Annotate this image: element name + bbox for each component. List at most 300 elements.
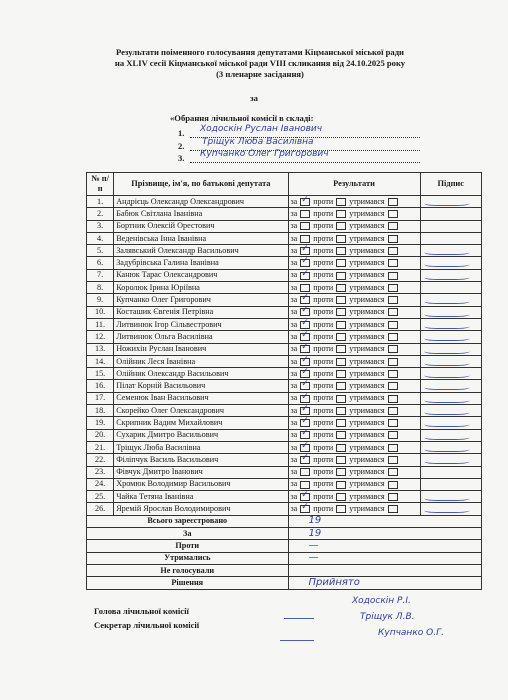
- signature-mark: [423, 345, 472, 354]
- row-number: 4.: [87, 232, 114, 244]
- signature-mark: [423, 197, 472, 206]
- summary-value: —: [288, 552, 481, 564]
- checkbox-utrym[interactable]: [388, 358, 398, 366]
- checkbox-za[interactable]: [300, 493, 310, 501]
- checkbox-proty[interactable]: [336, 481, 346, 489]
- row-number: 5.: [87, 245, 114, 257]
- summary-value: Прийнято: [288, 577, 481, 589]
- checkbox-utrym[interactable]: [388, 431, 398, 439]
- deputy-name: Веденівська Інна Іванівна: [114, 232, 288, 244]
- signature-mark: [423, 295, 472, 304]
- option-label-utrym: утримався: [349, 442, 385, 452]
- header-name: Прізвище, ім'я, по батькові депутата: [114, 173, 288, 196]
- signature-cell: [420, 454, 481, 466]
- row-number: 16.: [87, 380, 114, 392]
- option-label-za: за: [290, 393, 298, 403]
- checkbox-proty[interactable]: [336, 345, 346, 353]
- deputy-name: Андрієць Олександр Олександрович: [114, 196, 288, 208]
- signature-mark: [423, 308, 472, 317]
- summary-value: [288, 564, 481, 576]
- vote-options: [288, 220, 420, 232]
- option-label-proty: проти: [313, 393, 334, 403]
- signature-mark: [423, 394, 472, 403]
- option-label-za: за: [290, 331, 298, 341]
- checkbox-za[interactable]: [300, 198, 310, 206]
- deputy-name: Литвинюк Ольга Василівна: [114, 331, 288, 343]
- option-label-utrym: утримався: [349, 344, 385, 354]
- row-number: 3.: [87, 220, 114, 232]
- option-label-proty: проти: [313, 491, 334, 501]
- member-handwritten-1: Ходоскін Руслан Іванович: [200, 124, 323, 134]
- document-title-line1: Результати поіменного голосування депутатами Кіцманської міської ради: [115, 47, 404, 57]
- table-row: [87, 466, 482, 478]
- option-label-utrym: утримався: [349, 491, 385, 501]
- deputy-name: Хромюк Володимир Васильович: [114, 478, 288, 490]
- option-label-za: за: [290, 245, 298, 255]
- checkbox-proty[interactable]: [336, 395, 346, 403]
- signature-cell: [420, 257, 481, 269]
- member-number-3: 3.: [178, 153, 185, 163]
- checkbox-proty[interactable]: [336, 419, 346, 427]
- row-number: 7.: [87, 269, 114, 281]
- option-label-za: за: [290, 208, 298, 218]
- vote-table: [86, 172, 482, 590]
- deputy-name: Залявський Олександр Васильович: [114, 245, 288, 257]
- option-label-utrym: утримався: [349, 245, 385, 255]
- table-row: [87, 282, 482, 294]
- checkbox-utrym[interactable]: [388, 370, 398, 378]
- option-label-utrym: утримався: [349, 393, 385, 403]
- signature-cell: [420, 220, 481, 232]
- checkbox-proty[interactable]: [336, 198, 346, 206]
- option-label-utrym: утримався: [349, 258, 385, 268]
- row-number: 24.: [87, 478, 114, 490]
- table-row: [87, 220, 482, 232]
- row-number: 20.: [87, 429, 114, 441]
- checkbox-za[interactable]: [300, 272, 310, 280]
- deputy-name: Литвинюк Ігор Сільвестрович: [114, 318, 288, 330]
- checkbox-proty[interactable]: [336, 493, 346, 501]
- table-row: [87, 491, 482, 503]
- option-label-proty: проти: [313, 381, 334, 391]
- option-label-za: за: [290, 430, 298, 440]
- row-number: 6.: [87, 257, 114, 269]
- table-row: [87, 368, 482, 380]
- checkbox-za[interactable]: [300, 296, 310, 304]
- checkbox-za[interactable]: [300, 407, 310, 415]
- checkbox-proty[interactable]: [336, 272, 346, 280]
- table-row: [87, 454, 482, 466]
- option-label-za: за: [290, 467, 298, 477]
- deputy-name: Чайка Тетяна Іванівна: [114, 491, 288, 503]
- checkbox-proty[interactable]: [336, 431, 346, 439]
- member-handwritten-2: Тріщук Люба Василівна: [202, 137, 314, 147]
- option-label-utrym: утримався: [349, 282, 385, 292]
- checkbox-proty[interactable]: [336, 382, 346, 390]
- summary-label: Не голосували: [87, 564, 289, 576]
- summary-value: —: [288, 540, 481, 552]
- deputy-name: Купчанко Олег Григорович: [114, 294, 288, 306]
- signature-mark: [423, 418, 472, 427]
- option-label-za: за: [290, 258, 298, 268]
- option-label-proty: проти: [313, 504, 334, 514]
- signature-mark: [423, 381, 472, 390]
- checkbox-proty[interactable]: [336, 308, 346, 316]
- summary-label: За: [87, 528, 289, 540]
- checkbox-za[interactable]: [300, 505, 310, 513]
- checkbox-utrym[interactable]: [388, 210, 398, 218]
- option-label-za: за: [290, 381, 298, 391]
- checkbox-proty[interactable]: [336, 468, 346, 476]
- signature-mark: [423, 320, 472, 329]
- checkbox-za[interactable]: [300, 456, 310, 464]
- checkbox-proty[interactable]: [336, 296, 346, 304]
- checkbox-proty[interactable]: [336, 259, 346, 267]
- checkbox-utrym[interactable]: [388, 456, 398, 464]
- option-label-utrym: утримався: [349, 504, 385, 514]
- signature-mark: [423, 246, 472, 255]
- chair-label: Голова лічильної комісії: [94, 606, 189, 616]
- checkbox-utrym[interactable]: [388, 284, 398, 292]
- option-label-utrym: утримався: [349, 417, 385, 427]
- checkbox-za[interactable]: [300, 222, 310, 230]
- deputy-name: Королюк Ірина Юріївна: [114, 282, 288, 294]
- checkbox-proty[interactable]: [336, 456, 346, 464]
- deputy-name: Бортник Олексій Орестович: [114, 220, 288, 232]
- row-number: 2.: [87, 208, 114, 220]
- signature-cell: [420, 429, 481, 441]
- table-row: [87, 232, 482, 244]
- row-number: 9.: [87, 294, 114, 306]
- signature-cell: [420, 478, 481, 490]
- checkbox-utrym[interactable]: [388, 259, 398, 267]
- signature-cell: [420, 355, 481, 367]
- header-signature: Підпис: [420, 173, 481, 196]
- deputy-name: Бабюк Світлана Іванівна: [114, 208, 288, 220]
- chair-name-handwritten: Ходоскін Р.І.: [352, 596, 411, 606]
- header-number: № п/п: [87, 173, 114, 196]
- checkbox-za[interactable]: [300, 370, 310, 378]
- option-label-proty: проти: [313, 245, 334, 255]
- vote-options: [288, 196, 420, 208]
- checkbox-proty[interactable]: [336, 444, 346, 452]
- document-title-line2: на XLIV сесії Кіцманської міської ради VIII скликання від 24.10.2025 року: [114, 58, 406, 68]
- option-label-proty: проти: [313, 442, 334, 452]
- checkbox-utrym[interactable]: [388, 272, 398, 280]
- checkbox-za[interactable]: [300, 210, 310, 218]
- checkbox-za[interactable]: [300, 395, 310, 403]
- checkbox-utrym[interactable]: [388, 308, 398, 316]
- table-row: [87, 441, 482, 453]
- checkbox-utrym[interactable]: [388, 345, 398, 353]
- option-label-za: за: [290, 270, 298, 280]
- option-label-proty: проти: [313, 344, 334, 354]
- deputy-name: Тріщук Люба Василівна: [114, 441, 288, 453]
- vote-options: [288, 466, 420, 478]
- deputy-name: Фівчук Дмитро Іванович: [114, 466, 288, 478]
- checkbox-za[interactable]: [300, 247, 310, 255]
- member-number-1: 1.: [178, 128, 185, 138]
- member2-name-handwritten: Тріщук Л.В.: [360, 612, 415, 622]
- summary-label: Утримались: [87, 552, 289, 564]
- signature-cell: [420, 503, 481, 515]
- summary-label: Всього зареєстровано: [87, 515, 289, 527]
- deputy-name: Задубрівська Галина Іванівна: [114, 257, 288, 269]
- option-label-za: за: [290, 368, 298, 378]
- row-number: 12.: [87, 331, 114, 343]
- signature-cell: [420, 380, 481, 392]
- option-label-za: за: [290, 344, 298, 354]
- checkbox-proty[interactable]: [336, 210, 346, 218]
- option-label-za: за: [290, 282, 298, 292]
- option-label-proty: проти: [313, 417, 334, 427]
- option-label-utrym: утримався: [349, 356, 385, 366]
- table-row: [87, 503, 482, 515]
- option-label-za: за: [290, 504, 298, 514]
- deputy-name: Філіпчук Василь Васильович: [114, 454, 288, 466]
- checkbox-za[interactable]: [300, 259, 310, 267]
- row-number: 25.: [87, 491, 114, 503]
- checkbox-proty[interactable]: [336, 247, 346, 255]
- table-row: [87, 245, 482, 257]
- checkbox-za[interactable]: [300, 284, 310, 292]
- option-label-utrym: утримався: [349, 221, 385, 231]
- deputy-name: Скорейко Олег Олександрович: [114, 405, 288, 417]
- option-label-proty: проти: [313, 196, 334, 206]
- checkbox-utrym[interactable]: [388, 407, 398, 415]
- summary-table-body: [87, 515, 482, 589]
- option-label-za: за: [290, 295, 298, 305]
- option-label-proty: проти: [313, 233, 334, 243]
- option-label-utrym: утримався: [349, 467, 385, 477]
- option-label-za: за: [290, 405, 298, 415]
- summary-row: [87, 564, 482, 576]
- checkbox-utrym[interactable]: [388, 198, 398, 206]
- row-number: 17.: [87, 392, 114, 404]
- deputy-name: Олійник Олександр Васильович: [114, 368, 288, 380]
- table-header-row: [87, 173, 482, 196]
- checkbox-utrym[interactable]: [388, 382, 398, 390]
- summary-label: Рішення: [87, 577, 289, 589]
- checkbox-za[interactable]: [300, 308, 310, 316]
- checkbox-proty[interactable]: [336, 358, 346, 366]
- row-number: 13.: [87, 343, 114, 355]
- row-number: 21.: [87, 441, 114, 453]
- option-label-proty: проти: [313, 270, 334, 280]
- checkbox-utrym[interactable]: [388, 493, 398, 501]
- option-label-proty: проти: [313, 295, 334, 305]
- signature-mark: [423, 443, 472, 452]
- checkbox-proty[interactable]: [336, 235, 346, 243]
- checkbox-za[interactable]: [300, 419, 310, 427]
- option-label-za: за: [290, 479, 298, 489]
- vote-table-body: [87, 196, 482, 516]
- summary-row: [87, 552, 482, 564]
- option-label-utrym: утримався: [349, 454, 385, 464]
- option-label-za: за: [290, 196, 298, 206]
- checkbox-za[interactable]: [300, 444, 310, 452]
- option-label-proty: проти: [313, 319, 334, 329]
- option-label-za: за: [290, 356, 298, 366]
- row-number: 26.: [87, 503, 114, 515]
- option-label-utrym: утримався: [349, 381, 385, 391]
- signature-mark: [423, 406, 472, 415]
- table-row: [87, 355, 482, 367]
- purpose-text: «Обрання лічильної комісії в складі:: [170, 113, 314, 123]
- vote-options: [288, 503, 420, 515]
- checkbox-utrym[interactable]: [388, 481, 398, 489]
- option-label-proty: проти: [313, 208, 334, 218]
- deputy-name: Канюк Тарас Олександрович: [114, 269, 288, 281]
- option-label-proty: проти: [313, 454, 334, 464]
- row-number: 15.: [87, 368, 114, 380]
- summary-row: [87, 577, 482, 589]
- signature-cell: [420, 232, 481, 244]
- table-row: [87, 331, 482, 343]
- summary-value: 19: [288, 528, 481, 540]
- option-label-utrym: утримався: [349, 307, 385, 317]
- checkbox-utrym[interactable]: [388, 505, 398, 513]
- checkbox-proty[interactable]: [336, 333, 346, 341]
- summary-label: Проти: [87, 540, 289, 552]
- checkbox-proty[interactable]: [336, 370, 346, 378]
- checkbox-utrym[interactable]: [388, 235, 398, 243]
- row-number: 14.: [87, 355, 114, 367]
- option-label-utrym: утримався: [349, 430, 385, 440]
- checkbox-utrym[interactable]: [388, 321, 398, 329]
- table-row: [87, 417, 482, 429]
- checkbox-za[interactable]: [300, 235, 310, 243]
- table-row: [87, 306, 482, 318]
- chair-signature: [284, 608, 314, 619]
- checkbox-za[interactable]: [300, 321, 310, 329]
- option-label-utrym: утримався: [349, 196, 385, 206]
- option-label-utrym: утримався: [349, 270, 385, 280]
- row-number: 1.: [87, 196, 114, 208]
- checkbox-za[interactable]: [300, 468, 310, 476]
- option-label-za: за: [290, 221, 298, 231]
- option-label-proty: проти: [313, 307, 334, 317]
- checkbox-proty[interactable]: [336, 222, 346, 230]
- option-label-utrym: утримався: [349, 208, 385, 218]
- checkbox-za[interactable]: [300, 333, 310, 341]
- summary-row: [87, 528, 482, 540]
- checkbox-utrym[interactable]: [388, 468, 398, 476]
- option-label-proty: проти: [313, 430, 334, 440]
- row-number: 19.: [87, 417, 114, 429]
- option-label-utrym: утримався: [349, 479, 385, 489]
- signature-cell: [420, 491, 481, 503]
- option-label-proty: проти: [313, 258, 334, 268]
- option-label-utrym: утримався: [349, 319, 385, 329]
- deputy-name: Косташик Євгенія Петрівна: [114, 306, 288, 318]
- checkbox-za[interactable]: [300, 431, 310, 439]
- signature-mark: [423, 431, 472, 440]
- za-heading: за: [250, 93, 258, 103]
- option-label-proty: проти: [313, 331, 334, 341]
- signature-cell: [420, 405, 481, 417]
- document-title-line3: (3 пленарне засідання): [216, 69, 304, 79]
- row-number: 10.: [87, 306, 114, 318]
- signature-mark: [423, 271, 472, 280]
- signature-cell: [420, 466, 481, 478]
- option-label-za: за: [290, 491, 298, 501]
- vote-options: [288, 454, 420, 466]
- table-row: [87, 294, 482, 306]
- signature-mark: [423, 504, 472, 513]
- signature-mark: [423, 455, 472, 464]
- signature-cell: [420, 208, 481, 220]
- checkbox-proty[interactable]: [336, 284, 346, 292]
- checkbox-utrym[interactable]: [388, 296, 398, 304]
- checkbox-proty[interactable]: [336, 321, 346, 329]
- summary-value: 19: [288, 515, 481, 527]
- option-label-za: за: [290, 417, 298, 427]
- checkbox-proty[interactable]: [336, 407, 346, 415]
- table-row: [87, 380, 482, 392]
- checkbox-za[interactable]: [300, 481, 310, 489]
- table-row: [87, 318, 482, 330]
- secretary-signature: [280, 632, 314, 641]
- checkbox-utrym[interactable]: [388, 395, 398, 403]
- member3-name-handwritten: Купчанко О.Г.: [378, 628, 444, 638]
- option-label-utrym: утримався: [349, 331, 385, 341]
- table-row: [87, 343, 482, 355]
- checkbox-utrym[interactable]: [388, 247, 398, 255]
- table-row: [87, 269, 482, 281]
- signature-cell: [420, 294, 481, 306]
- vote-options: [288, 208, 420, 220]
- signature-mark: [423, 258, 472, 267]
- checkbox-za[interactable]: [300, 382, 310, 390]
- checkbox-utrym[interactable]: [388, 333, 398, 341]
- option-label-za: за: [290, 454, 298, 464]
- option-label-utrym: утримався: [349, 368, 385, 378]
- deputy-name: Сухарик Дмитро Васильович: [114, 429, 288, 441]
- table-row: [87, 429, 482, 441]
- option-label-utrym: утримався: [349, 233, 385, 243]
- row-number: 11.: [87, 318, 114, 330]
- checkbox-proty[interactable]: [336, 505, 346, 513]
- row-number: 18.: [87, 405, 114, 417]
- option-label-za: за: [290, 442, 298, 452]
- checkbox-utrym[interactable]: [388, 222, 398, 230]
- signature-cell: [420, 392, 481, 404]
- checkbox-utrym[interactable]: [388, 444, 398, 452]
- signature-cell: [420, 245, 481, 257]
- option-label-za: за: [290, 233, 298, 243]
- member-number-2: 2.: [178, 141, 185, 151]
- checkbox-za[interactable]: [300, 358, 310, 366]
- signature-mark: [423, 332, 472, 341]
- row-number: 8.: [87, 282, 114, 294]
- deputy-name: Пілат Корній Васильович: [114, 380, 288, 392]
- signature-cell: [420, 331, 481, 343]
- deputy-name: Олійник Леся Іванівна: [114, 355, 288, 367]
- checkbox-utrym[interactable]: [388, 419, 398, 427]
- row-number: 22.: [87, 454, 114, 466]
- signature-cell: [420, 343, 481, 355]
- signature-mark: [423, 369, 472, 378]
- table-row: [87, 257, 482, 269]
- deputy-name: Скрипник Вадим Михайлович: [114, 417, 288, 429]
- checkbox-za[interactable]: [300, 345, 310, 353]
- signature-cell: [420, 269, 481, 281]
- signature-cell: [420, 306, 481, 318]
- option-label-proty: проти: [313, 221, 334, 231]
- secretary-label: Секретар лічильної комісії: [94, 620, 200, 630]
- vote-options: [288, 269, 420, 281]
